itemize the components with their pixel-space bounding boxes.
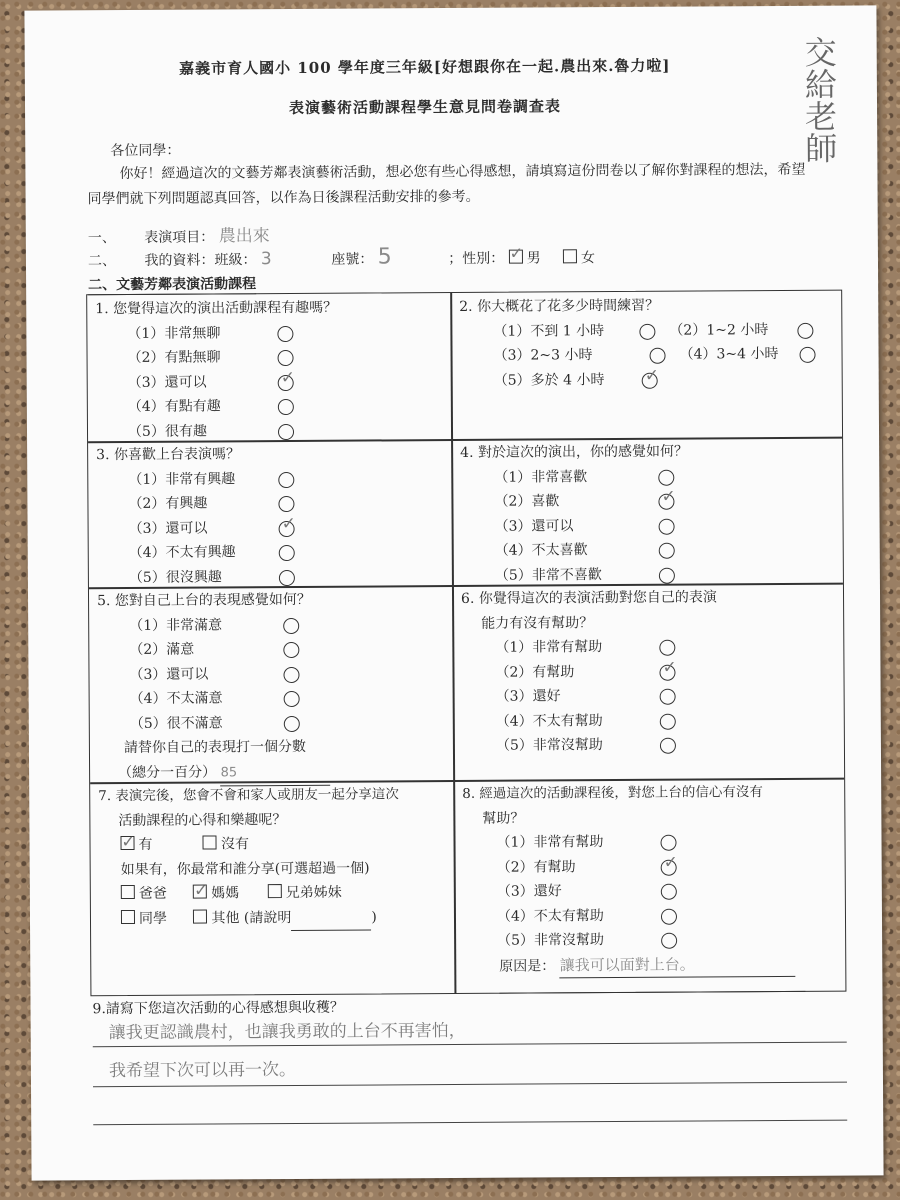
q2-radio-5[interactable] [642,372,658,388]
q4-radio-3[interactable] [659,518,675,534]
q7-share-row-1 [99,880,451,907]
q5-radio-4[interactable] [284,691,300,707]
question-1 [95,295,446,444]
q1-radio-5[interactable] [278,423,294,439]
q7-yes-no [98,831,450,858]
q6-radio-5[interactable] [660,738,676,754]
q8-option-3[interactable]: （3）還好 [463,878,841,905]
q5-score-note: （總分一百分） [118,763,217,781]
class-label: 我的資料：班級： [144,252,257,269]
q9-answer-line-1[interactable]: 讓我更認識農村，也讓我勇敢的上台不再害怕， [108,1020,466,1044]
q3-option-1[interactable]: （1）非常有興趣 [96,466,446,493]
q8-reason-line-2 [499,991,805,994]
q3-radio-3[interactable] [279,520,295,536]
q3-radio-4[interactable] [279,545,295,561]
question-4-title: 4. 對於這次的演出，你的感覺如何？ [460,443,689,461]
q1-option-2[interactable]: （2）有點無聊 [95,344,445,371]
q4-option-3[interactable]: （3）還可以 [461,512,839,539]
q3-option-5[interactable]: （5）很沒興趣 [97,564,447,591]
q9-answer-line-2[interactable]: 我希望下次可以再一次。 [108,1059,296,1082]
q6-option-3[interactable]: （3）還好 [462,683,840,710]
q7-share-row-2 [99,905,451,933]
q4-option-5[interactable]: （5）非常不喜歡 [461,561,839,588]
question-9-title: 9.請寫下您這次活動的心得感想與收穫？ [92,999,344,1018]
q8-option-1[interactable]: （1）非常有幫助 [462,829,840,856]
q1-option-4[interactable]: （4）有點有趣 [96,393,446,420]
q7-other-input[interactable] [291,905,371,931]
question-6-title-cont: 能力有沒有幫助？ [481,614,594,632]
section-number: 一、 [87,230,116,247]
seat-label: 座號： [331,251,374,268]
q7-sibling-label: 兄弟姊妹 [285,884,342,902]
q8-option-5[interactable]: （5）非常沒幫助 [463,927,841,954]
q2-option-4[interactable]: （4）3~4 小時 [679,346,779,363]
q3-option-2[interactable]: （2）有興趣 [96,490,446,517]
q8-radio-1[interactable] [660,835,676,851]
q5-option-1[interactable]: （1）非常滿意 [97,612,447,639]
q5-option-5[interactable]: （5）很不滿意 [98,710,448,737]
q2-option-1[interactable]: （1）不到 1 小時 [493,322,605,340]
q4-radio-4[interactable] [659,543,675,559]
q1-option-5[interactable]: （5）很有趣 [96,418,446,445]
question-4 [460,439,839,588]
performance-item-row [88,221,270,247]
q8-option-2[interactable]: （2）有幫助 ✓ [463,853,841,880]
form-subtitle: 表演藝術活動課程學生意見問卷調查表 [288,97,562,117]
q1-radio-2[interactable] [278,350,294,366]
q4-option-2[interactable]: （2）喜歡 ✓ [460,488,838,515]
question-5-title: 5. 您對自己上台的表現感覺如何？ [96,591,311,610]
q7-mom-label: 媽媽 [211,885,240,902]
q3-radio-2[interactable] [278,496,294,512]
question-7 [98,782,451,932]
q8-radio-4[interactable] [661,908,677,924]
q6-radio-4[interactable] [660,713,676,729]
q7-share-prompt: 如果有，你最常和誰分享(可選超過一個) [120,860,370,878]
form-title: 嘉義市育人國小 100 學年度三年級[好想跟你在一起.農出來.魯力啦] [179,56,671,78]
q7-classmate-checkbox[interactable] [121,909,135,923]
q5-radio-1[interactable] [283,617,299,633]
question-2 [459,293,838,393]
q8-radio-5[interactable] [661,933,677,949]
question-5 [97,587,448,787]
q7-dad-label: 爸爸 [138,885,167,902]
q6-option-1[interactable]: （1）非常有幫助 [461,634,839,661]
q7-sibling-checkbox[interactable] [268,884,282,898]
question-grid [86,290,846,997]
q7-no-label: 沒有 [220,836,250,853]
question-7-title-cont: 活動課程的心得和樂趣呢？ [118,811,287,829]
q7-mom-checkbox[interactable] [193,885,207,899]
greeting: 各位同學： [110,142,181,160]
q4-radio-2[interactable] [658,494,674,510]
female-label: 女 [580,250,595,267]
performance-answer[interactable]: 農出來 [218,226,270,247]
question-1-title: 1. 您覺得這次的演出活動課程有趣嗎？ [95,299,338,318]
q1-option-3[interactable]: （3）還可以 ✓ [96,369,446,396]
male-checkbox[interactable] [509,250,523,264]
margin-note: 交給老師 [799,35,839,164]
answer-rule [93,1120,847,1126]
q2-radio-3[interactable] [650,348,666,364]
q2-option-2[interactable]: （2）1~2 小時 [669,321,769,339]
q7-other-checkbox[interactable] [193,909,207,923]
q2-option-3[interactable]: （3）2~3 小時 [493,347,593,364]
q7-yes-label: 有 [138,836,153,853]
q5-score-prompt: 請替你自己的表現打一個分數 [123,738,306,757]
gender-label: ；性別： [448,250,505,268]
q7-dad-checkbox[interactable] [121,885,135,899]
female-checkbox[interactable] [563,249,577,263]
q2-option-5[interactable]: （5）多於 4 小時 [493,371,605,389]
q8-radio-3[interactable] [661,884,677,900]
question-2-title: 2. 你大概花了花多少時間練習？ [459,297,660,315]
question-3-title: 3. 你喜歡上台表演嗎？ [96,446,241,464]
q7-no-checkbox[interactable] [203,835,217,849]
class-answer[interactable]: 3 [260,249,272,270]
q3-option-3[interactable]: （3）還可以 ✓ [97,515,447,542]
q6-option-5[interactable]: （5）非常沒幫助 [462,732,840,759]
section-number: 二、 [87,253,117,270]
q3-radio-1[interactable] [278,471,294,487]
q8-reason-row [463,951,841,979]
section-heading: 二、文藝芳鄰表演活動課程 [88,273,256,295]
q5-score-input[interactable]: 85 [220,760,330,786]
q2-radio-2[interactable] [797,322,813,338]
q8-reason-input[interactable]: 讓我可以面對上台。 [560,951,796,978]
q2-option-row-3 [460,366,838,393]
q4-radio-1[interactable] [658,469,674,485]
seat-answer[interactable]: 5 [377,244,392,270]
q5-radio-5[interactable] [284,715,300,731]
q6-option-2[interactable]: （2）有幫助 ✓ [461,658,839,685]
q7-yes-checkbox[interactable] [120,836,134,850]
q6-option-4[interactable]: （4）不太有幫助 [462,707,840,734]
male-label: 男 [526,250,541,267]
q1-radio-3[interactable] [278,374,294,390]
performance-label: 表演項目： [144,229,215,246]
q2-radio-1[interactable] [639,323,655,339]
q5-radio-2[interactable] [283,642,299,658]
q8-radio-2[interactable] [661,859,677,875]
question-6-title: 6. 你覺得這次的表演活動對您自己的表演 [460,589,717,607]
grid-divider [450,293,456,993]
q1-option-1[interactable]: （1）非常無聊 [95,320,445,347]
q8-option-4[interactable]: （4）不太有幫助 [463,902,841,929]
questionnaire-sheet [24,5,883,1180]
q5-option-3[interactable]: （3）還可以 [97,661,447,688]
q5-radio-3[interactable] [283,666,299,682]
question-6 [461,585,840,759]
question-3 [96,441,447,590]
q7-other-label: 其他 (請說明 [211,909,292,926]
question-7-title: 7. 表演完後，您會不會和家人或朋友一起分享這次 [98,786,399,805]
question-8 [462,780,841,994]
q7-classmate-label: 同學 [138,910,168,927]
q4-radio-5[interactable] [659,567,675,583]
q8-reason-label: 原因是： [499,957,556,975]
question-8-title-cont: 幫助？ [482,810,525,827]
q1-radio-1[interactable] [277,325,293,341]
q4-option-4[interactable]: （4）不太喜歡 [461,537,839,564]
answer-rule [93,1082,847,1088]
q6-radio-2[interactable] [659,664,675,680]
q6-radio-3[interactable] [660,689,676,705]
q1-radio-4[interactable] [278,399,294,415]
q5-option-2[interactable]: （2）滿意 [97,636,447,663]
q7-other-close: ) [371,908,377,926]
q4-option-1[interactable]: （1）非常喜歡 [460,463,838,490]
intro-text: 你好！經過這次的文藝芳鄰表演藝術活動，想必您有些心得感想，請填寫這份問卷以了解你對課程的想法，希望同學們就下列問題認真回答，以作為日後課程活動安排的參考。 [87,161,806,208]
q2-option-row-1 [459,317,837,344]
q5-option-4[interactable]: （4）不太滿意 [98,685,448,712]
q3-radio-5[interactable] [279,569,295,585]
question-8-title: 8. 經過這次的活動課程後，對您上台的信心有沒有 [462,784,763,802]
q6-radio-1[interactable] [659,640,675,656]
personal-info-row [88,242,808,271]
q3-option-4[interactable]: （4）不太有興趣 [97,539,447,566]
q2-radio-4[interactable] [800,347,816,363]
